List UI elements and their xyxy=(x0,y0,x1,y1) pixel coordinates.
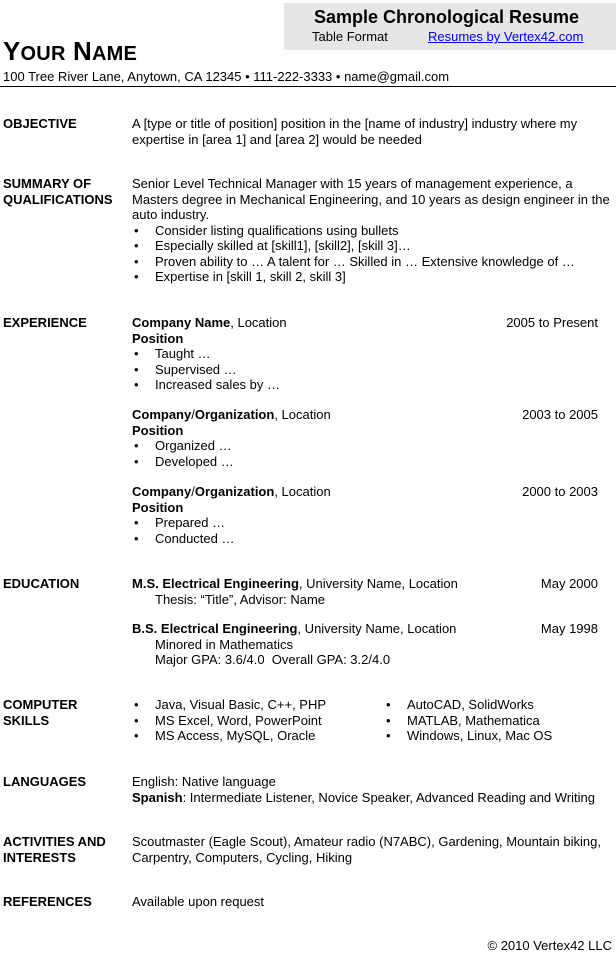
activities-text: Scoutmaster (Eagle Scout), Amateur radio (N7ABC), Gardening, Mountain biking, Carpentry, Computers, Cycling, Hiking xyxy=(132,834,601,865)
job-bullet: • Taught … xyxy=(132,346,612,362)
summary-bullet: • Consider listing qualifications using bullets xyxy=(132,223,612,239)
template-banner xyxy=(284,3,616,50)
job-position: Position xyxy=(132,330,184,346)
summary-bullet: • Proven ability to … A talent for … Skilled in … Extensive knowledge of … xyxy=(132,254,612,270)
job-entry: Company Name, Location 2005 to Present Position • Taught … • Supervised … • Increased sales by … xyxy=(132,315,612,393)
company-name: Company xyxy=(132,407,192,422)
job-position: Position xyxy=(132,499,184,515)
degree-date: May 1998 xyxy=(540,621,598,636)
skills-label: COMPUTER SKILLS xyxy=(3,697,78,728)
skills-column-2 xyxy=(384,697,552,744)
banner-title: Sample Chronological Resume xyxy=(314,7,580,27)
activities-label: ACTIVITIES AND INTERESTS xyxy=(3,834,106,865)
company-name: Company xyxy=(132,484,192,499)
banner-format: Table Format xyxy=(312,29,388,44)
job-dates: 2000 to 2003 xyxy=(522,484,598,499)
objective-text: A [type or title of position] position in the [name of industry] industry where my expertise in [area 1] and [area 2] would be needed xyxy=(132,116,578,147)
skill-item: • Java, Visual Basic, C++, PHP xyxy=(132,697,612,713)
job-position: Position xyxy=(132,422,184,438)
job-entry: Company/Organization, Location 2003 to 2005 Position • Organized … • Developed … xyxy=(132,407,612,469)
job-bullet: • Supervised … xyxy=(132,362,612,378)
resume-name: YOUR NAME xyxy=(3,36,138,66)
job-dates: 2003 to 2005 xyxy=(522,407,598,422)
degree-name: B.S. Electrical Engineering xyxy=(132,621,298,636)
job-bullet: • Developed … xyxy=(132,454,612,470)
job-bullet: • Conducted … xyxy=(132,531,612,547)
job-bullet: • Prepared … xyxy=(132,515,612,531)
job-bullet: • Increased sales by … xyxy=(132,377,612,393)
skill-item: • MS Excel, Word, PowerPoint xyxy=(132,713,612,729)
summary-bullet: • Expertise in [skill 1, skill 2, skill 3] xyxy=(132,269,612,285)
degree-entry: B.S. Electrical Engineering, University Name, Location May 1998 Minored in Mathematics Major GPA: 3.6/4.0 Overall GPA: 3.2/4.0 xyxy=(132,621,612,668)
summary-section xyxy=(132,176,612,285)
copyright-footer: © 2010 Vertex42 LLC xyxy=(487,938,612,953)
degree-detail: Thesis: “Title”, Advisor: Name xyxy=(155,591,326,607)
company-name: Company Name xyxy=(132,315,231,330)
vertex42-link[interactable]: Resumes by Vertex42.com xyxy=(428,29,584,44)
summary-text: Senior Level Technical Manager with 15 years of management experience, a Masters degree in Mechanical Engineering, and 10 years as design engineer in the auto industry. xyxy=(132,176,610,222)
contact-info: 100 Tree River Lane, Anytown, CA 12345 • 111-222-3333 • name@gmail.com xyxy=(3,69,450,84)
experience-label: EXPERIENCE xyxy=(3,315,87,330)
job-bullet: • Organized … xyxy=(132,438,612,454)
references-text: Available upon request xyxy=(132,894,265,909)
education-label: EDUCATION xyxy=(3,576,80,591)
skill-item: • MATLAB, Mathematica xyxy=(384,713,552,729)
job-dates: 2005 to Present xyxy=(506,315,598,330)
degree-entry: M.S. Electrical Engineering, University Name, Location May 2000 Thesis: “Title”, Advisor: Name xyxy=(132,576,612,607)
languages-section xyxy=(132,774,612,805)
skills-list xyxy=(132,697,612,744)
language-line: English: Native language xyxy=(132,774,276,789)
degree-date: May 2000 xyxy=(540,576,598,591)
skill-item: • MS Access, MySQL, Oracle xyxy=(132,728,612,744)
summary-label: SUMMARY OF QUALIFICATIONS xyxy=(3,176,113,207)
job-entry: Company/Organization, Location 2000 to 2003 Position • Prepared … • Conducted … xyxy=(132,484,612,546)
languages-label: LANGUAGES xyxy=(3,774,87,789)
degree-name: M.S. Electrical Engineering xyxy=(132,576,299,591)
summary-bullet: • Especially skilled at [skill1], [skill2], [skill 3]… xyxy=(132,238,612,254)
degree-detail: Major GPA: 3.6/4.0 Overall GPA: 3.2/4.0 xyxy=(155,652,391,667)
skill-item: • Windows, Linux, Mac OS xyxy=(384,728,552,744)
language-line: Spanish: Intermediate Listener, Novice Speaker, Advanced Reading and Writing xyxy=(132,789,595,805)
objective-label: OBJECTIVE xyxy=(3,116,77,131)
references-label: REFERENCES xyxy=(3,894,92,909)
degree-detail: Minored in Mathematics xyxy=(155,636,293,652)
header-divider xyxy=(0,86,616,87)
skill-item: • AutoCAD, SolidWorks xyxy=(384,697,552,713)
